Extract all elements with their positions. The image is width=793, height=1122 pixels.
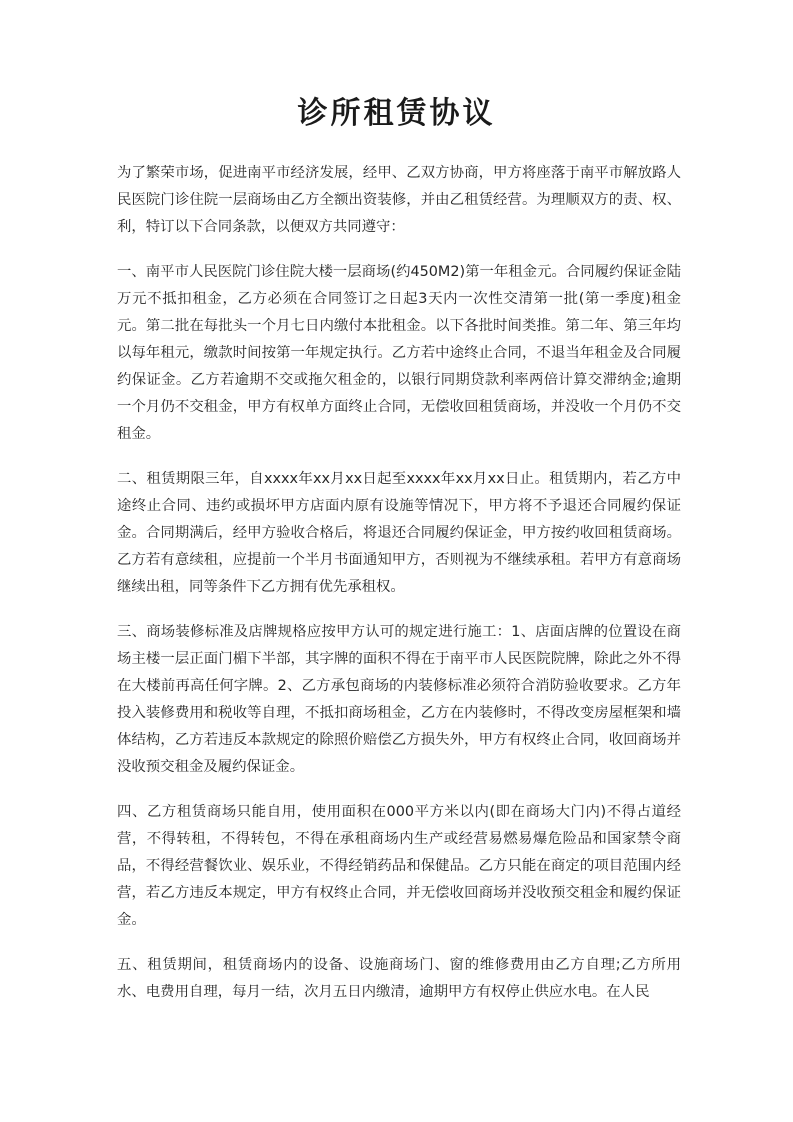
clause-2-paragraph: 二、租赁期限三年，自xxxx年xx月xx日起至xxxx年xx月xx日止。租赁期内，若乙方中途终止合同、违约或损坏甲方店面内原有设施等情况下，甲方将不予退还合同履约保证金。合同期满后，经甲方验收合格后，将退还合同履约保证金，甲方按约收回租赁商场。乙方若有意续租，应提前一个半月书面通知甲方，否则视为不继续承租。若甲方有意商场继续出租，同等条件下乙方拥有优先承租权。: [117, 471, 681, 595]
clause-3-paragraph: 三、商场装修标准及店牌规格应按甲方认可的规定进行施工：1、店面店牌的位置设在商场主楼一层正面门楣下半部，其字牌的面积不得在于南平市人民医院院牌，除此之外不得在大楼前再高任何字牌。2、乙方承包商场的内装修标准必须符合消防验收要求。乙方年投入装修费用和税收等自理，不抵扣商场租金，乙方在内装修时，不得改变房屋框架和墙体结构，乙方若违反本款规定的除照价赔偿乙方损失外，甲方有权终止合同，收回商场并没收预交租金及履约保证金。: [117, 624, 681, 775]
clause-4-paragraph: 四、乙方租赁商场只能自用，使用面积在000平方米以内(即在商场大门内)不得占道经营，不得转租，不得转包，不得在承租商场内生产或经营易燃易爆危险品和国家禁令商品，不得经营餐饮业、娱乐业，不得经销药品和保健品。乙方只能在商定的项目范围内经营，若乙方违反本规定，甲方有权终止合同，并无偿收回商场并没收预交租金和履约保证金。: [117, 804, 681, 928]
document-body: [117, 160, 681, 1024]
clause-5-paragraph: 五、租赁期间，租赁商场内的设备、设施商场门、窗的维修费用由乙方自理;乙方所用水、电费用自理，每月一结，次月五日内缴清，逾期甲方有权停止供应水电。在人民: [117, 957, 681, 1000]
intro-paragraph: 为了繁荣市场，促进南平市经济发展，经甲、乙双方协商，甲方将座落于南平市解放路人民医院门诊住院一层商场由乙方全额出资装修，并由乙租赁经营。为理顺双方的责、权、利，特订以下合同条款，以便双方共同遵守：: [117, 165, 681, 235]
document-title: 诊所租赁协议: [297, 96, 496, 131]
clause-1-paragraph: 一、南平市人民医院门诊住院大楼一层商场(约450M2)第一年租金元。合同履约保证金陆万元不抵扣租金，乙方必须在合同签订之日起3天内一次性交清第一批(第一季度)租金元。第二批在每批头一个月七日内缴付本批租金。以下各批时间类推。第二年、第三年均以每年租元，缴款时间按第一年规定执行。乙方若中途终止合同，不退当年租金及合同履约保证金。乙方若逾期不交或拖欠租金的，以银行同期贷款利率两倍计算交滞纳金;逾期一个月仍不交租金，甲方有权单方面终止合同，无偿收回租赁商场，并没收一个月仍不交租金。: [117, 264, 681, 442]
